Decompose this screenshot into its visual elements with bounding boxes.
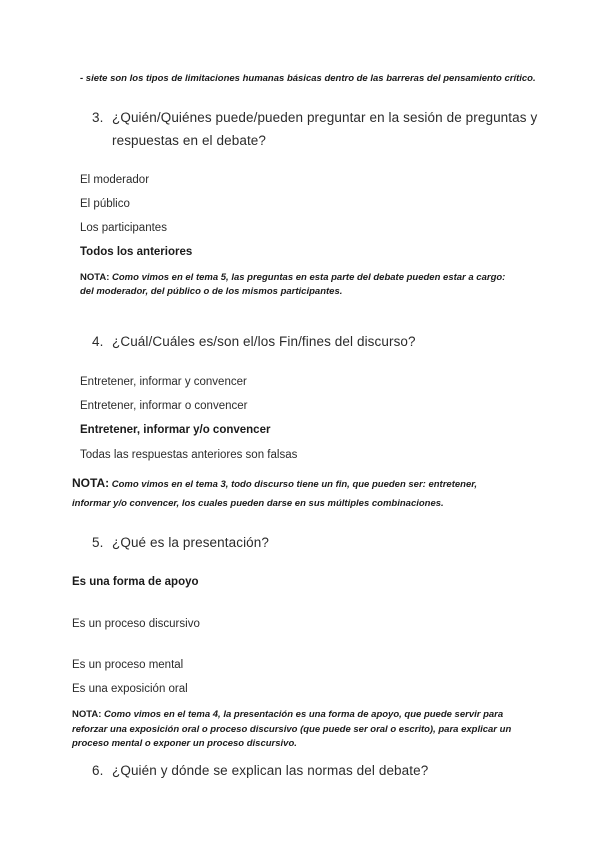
question-3-line2: respuestas en el debate? xyxy=(112,133,267,148)
q3-option-4-correct: Todos los anteriores xyxy=(80,246,193,258)
intro-note-text: - siete son los tipos de limitaciones humanas básicas dentro de las barreras del pensamiento crítico. xyxy=(80,73,536,84)
q3-nota-line1: Como vimos en el tema 5, las preguntas en esta parte del debate pueden estar a cargo: xyxy=(112,272,506,283)
q5-option-2: Es un proceso discursivo xyxy=(72,618,200,630)
q4-option-4: Todas las respuestas anteriores son falsas xyxy=(80,449,298,461)
question-4 xyxy=(92,334,416,349)
question-4-line1: ¿Cuál/Cuáles es/son el/los Fin/fines del discurso? xyxy=(112,334,416,349)
question-6-line1: ¿Quién y dónde se explican las normas del debate? xyxy=(112,763,429,778)
q5-option-4: Es una exposición oral xyxy=(72,683,188,695)
q5-nota-label: NOTA: xyxy=(72,709,102,720)
q4-option-2: Entretener, informar o convencer xyxy=(80,400,248,412)
q5-nota-line3: proceso mental o exponer un proceso discursivo. xyxy=(72,738,297,749)
q4-nota-line2: informar y/o convencer, los cuales pueden darse en sus múltiples combinaciones. xyxy=(72,498,444,509)
q3-nota-label: NOTA: xyxy=(80,272,110,283)
question-3 xyxy=(92,110,537,125)
q5-option-3: Es un proceso mental xyxy=(72,659,184,671)
q4-nota-line1: Como vimos en el tema 3, todo discurso tiene un fin, que pueden ser: entretener, xyxy=(111,479,478,490)
question-5 xyxy=(92,535,269,550)
question-5-line1: ¿Qué es la presentación? xyxy=(112,535,269,550)
q3-nota-line2: del moderador, del público o de los mismos participantes. xyxy=(80,286,343,297)
q4-nota xyxy=(72,474,542,513)
q4-option-1: Entretener, informar y convencer xyxy=(80,376,247,388)
question-3-number: 3. xyxy=(92,110,104,125)
question-6-number: 6. xyxy=(92,763,104,778)
question-4-number: 4. xyxy=(92,334,104,349)
q3-option-3: Los participantes xyxy=(80,222,167,234)
q5-nota xyxy=(72,708,542,752)
intro-note xyxy=(80,72,540,86)
q3-option-2: El público xyxy=(80,198,130,210)
q4-nota-label: NOTA: xyxy=(72,476,110,490)
q5-nota-line1: Como vimos en el tema 4, la presentación es una forma de apoyo, que puede servir para xyxy=(104,709,504,720)
q5-nota-line2: reforzar una exposición oral o proceso discursivo (que puede ser oral o escrito), para explicar un xyxy=(72,723,512,735)
q3-option-1: El moderador xyxy=(80,174,150,186)
question-3-line1: ¿Quién/Quiénes puede/pueden preguntar en la sesión de preguntas y xyxy=(112,110,538,125)
q3-nota xyxy=(80,271,540,299)
q4-option-3-correct: Entretener, informar y/o convencer xyxy=(80,424,271,436)
question-6 xyxy=(92,763,428,778)
q5-option-1-correct: Es una forma de apoyo xyxy=(72,576,199,588)
question-5-number: 5. xyxy=(92,535,104,550)
